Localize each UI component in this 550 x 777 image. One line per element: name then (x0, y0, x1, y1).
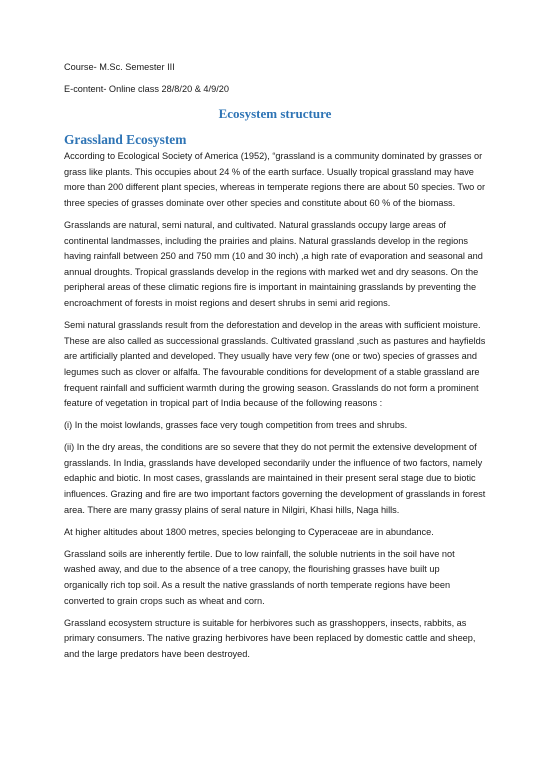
page-title: Ecosystem structure (218, 106, 332, 122)
section-heading: Grassland Ecosystem (64, 132, 187, 148)
course-line: Course- M.Sc. Semester III (64, 62, 175, 72)
paragraph-definition: According to Ecological Society of America (1952), “grassland is a community dominated by grasses or grass like plants. This occupies about 24 % of the earth surface. Usually tropical grassland may have more than 200 different plant species, whereas in temperate regions there are about 50 species. Two or three species of grasses dominate over other species and constitute about 60 % of the biomass. (64, 151, 486, 208)
econtent-line: E-content- Online class 28/8/20 & 4/9/20 (64, 83, 229, 94)
paragraph-semi-natural: Semi natural grasslands result from the deforestation and develop in the areas with sufficient moisture. These are also called as successional grasslands. Cultivated grassland ,such as pastures and hayfields are artificially planted and developed. They usually have very few (one or two) species of grasses and legumes such as clover or alfalfa. The favourable conditions for development of a stable grassland are frequent rainfall and sufficient warmth during the growing season. Grasslands do not form a prominent feature of vegetation in tropical part of India because of the following reasons : (64, 320, 486, 409)
paragraph-reason-2: (ii) In the dry areas, the conditions are so severe that they do not permit the extensive development of grasslands. In India, grasslands have developed secondarily under the influence of two factors, namely edaphic and biotic. In most cases, grasslands are maintained in their present seral stage due to biotic influences. Grazing and fire are two important factors governing the development of grasslands in forest area. There are many grassy plains of seral nature in Nilgiri, Khasi hills, Naga hills. (64, 442, 486, 515)
paragraph-types: Grasslands are natural, semi natural, and cultivated. Natural grasslands occupy large areas of continental landmasses, including the prairies and plains. Natural grasslands develop in the regions having rainfall between 250 and 750 mm (10 and 30 inch) ,a high rate of evaporation and seasonal and annual droughts. Tropical grasslands develop in the regions with marked wet and dry seasons. On the peripheral areas of these climatic regions fire is important in maintaining grasslands by preventing the encroachment of forests in moist regions and desert shrubs in semi arid regions. (64, 220, 483, 309)
paragraph-structure: Grassland ecosystem structure is suitable for herbivores such as grasshoppers, insects, rabbits, as primary consumers. The native grazing herbivores have been replaced by domestic cattle and sheep, and the large predators have been destroyed. (64, 617, 476, 659)
paragraph-reason-1: (i) In the moist lowlands, grasses face very tough competition from trees and shrubs. (64, 420, 408, 431)
paragraph-soils: Grassland soils are inherently fertile. Due to low rainfall, the soluble nutrients in the soil have not washed away, and due to the absence of a tree canopy, the flourishing grasses have built up organically rich top soil. As a result the native grasslands of north temperate regions have been converted to grain crops such as wheat and corn. (64, 548, 455, 606)
paragraph-altitude: At higher altitudes about 1800 metres, species belonging to Cyperaceae are in abundance. (64, 526, 434, 537)
